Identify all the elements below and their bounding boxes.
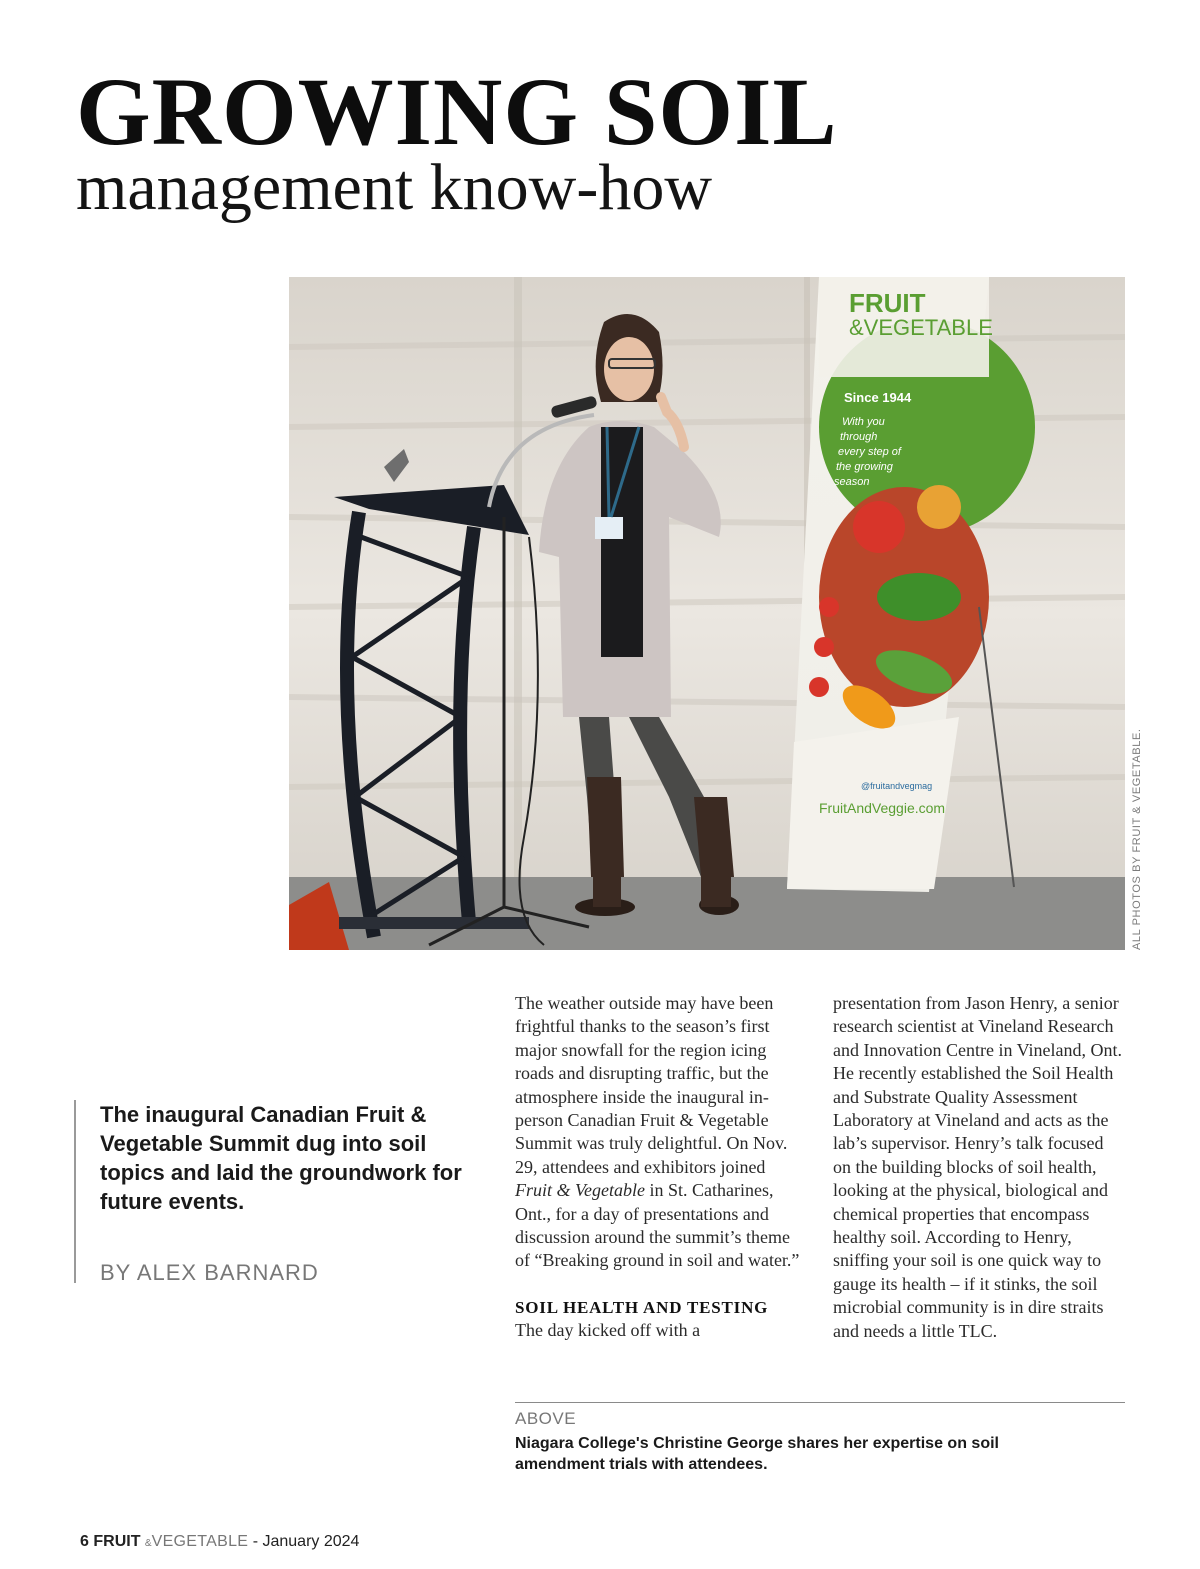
- magazine-title: Fruit & Vegetable: [515, 1180, 645, 1201]
- banner-url: FruitAndVeggie.com: [819, 800, 946, 816]
- banner-tagline-2: through: [840, 431, 878, 443]
- article-photo: [289, 277, 1125, 950]
- banner-tagline-3: every step of: [838, 446, 901, 458]
- photo-credit: ALL PHOTOS BY FRUIT & VEGETABLE.: [1131, 728, 1143, 950]
- body-column-2: [833, 992, 1125, 1343]
- banner-brand-top: FRUIT: [849, 288, 926, 318]
- intro-text-end: in St. Catharines, Ont., for a day of presentations and discussion around the summit’s theme of “Breaking ground in soil and water.”: [515, 1180, 800, 1271]
- section-paragraph-start: The day kicked off with a: [515, 1319, 701, 1340]
- banner-tagline-4: the growing: [836, 461, 893, 473]
- speaker-photo-illustration: [289, 277, 1125, 950]
- caption-divider: [515, 1402, 1125, 1403]
- banner-tagline-1: With you: [842, 416, 885, 428]
- deck-text: The inaugural Canadian Fruit & Vegetable Summit dug into soil topics and laid the groundwork for future events.: [100, 1102, 462, 1214]
- intro-paragraph: [515, 992, 805, 1273]
- page-number: 6: [80, 1533, 89, 1550]
- caption-label: ABOVE: [515, 1409, 577, 1428]
- article-deck: [74, 1100, 484, 1283]
- section-heading: SOIL HEALTH AND TESTING: [515, 1297, 769, 1317]
- byline: BY ALEX BARNARD: [100, 1260, 319, 1285]
- banner-tagline-5: season: [834, 476, 870, 488]
- footer-date: - January 2024: [248, 1533, 360, 1550]
- intro-text-start: The weather outside may have been frightful thanks to the season’s first major snowfall for the region icing roads and disrupting traffic, but the atmosphere inside the inaugural in-person Canadian Fruit & Vegetable Summit was truly delightful. On Nov. 29, attendees and exhibitors joined: [515, 993, 788, 1177]
- section-paragraph-continued: presentation from Jason Henry, a senior research scientist at Vineland Research and Innovation Centre in Vineland, Ont. He recently established the Soil Health and Substrate Quality Assessment Laboratory at Vineland and acts as the lab’s supervisor. Henry’s talk focused on the building blocks of soil health, looking at the physical, biological and chemical properties that encompass healthy soil. According to Henry, sniffing your soil is one quick way to gauge its health – if it stinks, the soil microbial community is in dire straits and needs a little TLC.: [833, 993, 1123, 1341]
- footer-brand: FRUIT: [93, 1533, 141, 1550]
- footer-brand-rest: VEGETABLE: [151, 1533, 249, 1550]
- footer-amp: &: [144, 1538, 152, 1549]
- subhead: management know-how: [76, 151, 712, 224]
- caption-text: Niagara College's Christine George shares her expertise on soil amendment trials with attendees.: [515, 1435, 999, 1473]
- banner-since: Since 1944: [844, 390, 912, 405]
- banner-brand-bottom: &VEGETABLE: [849, 315, 993, 340]
- body-column-1: [515, 992, 805, 1342]
- banner-handle: @fruitandvegmag: [861, 781, 933, 791]
- headline: GROWING SOIL: [76, 58, 838, 165]
- page-footer: [80, 1533, 359, 1551]
